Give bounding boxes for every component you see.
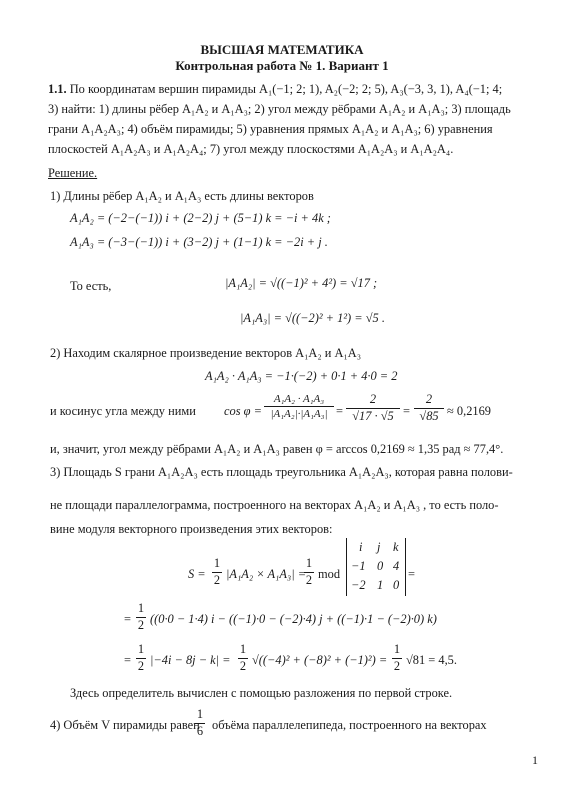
step3-line-2: не площади параллелограмма, построенного на векторах A₁A₂ и A₁A₃ , то есть поло- xyxy=(50,498,499,512)
step2-cos-fraction-2: 2 √17 · √5 xyxy=(346,393,400,423)
problem-statement-line-2: 3) найти: 1) длины рёбер A₁A₂ и A₁A₃; 2) угол между рёбрами A₁A₂ и A₁A₃; 3) площадь xyxy=(48,102,511,116)
step1-length-a1a2: |A₁A₂| = √((−1)² + 4²) = √17 ; xyxy=(225,276,378,290)
step3-half-fraction-4: 1 2 xyxy=(137,642,145,673)
document-title: ВЫСШАЯ МАТЕМАТИКА xyxy=(200,42,364,57)
step1-text: 1) Длины рёбер A₁A₂ и A₁A₃ есть длины векторов xyxy=(50,189,314,203)
solution-heading: Решение. xyxy=(48,166,98,180)
document-subtitle: Контрольная работа № 1. Вариант 1 xyxy=(175,58,389,73)
document-page: ВЫСШАЯ МАТЕМАТИКА Контрольная работа № 1. Вариант 1 1.1. По координатам вершин пирамиды A₁(−1; 2; 1), A₂(−2; 2; 5), A₃(−3, 3, 1), A₄(−1; 4; 3) найти: 1) длины рёбер A₁A₂ и A₁A₃; 2) угол между рёбрами A₁A₂ и A₁A₃; 3) площадь грани A₁A₂A₃; 4) объём пирамиды; 5) уравнения прямых A₁A₂ и A₁A₃; 6) уравнения плоскостей A₁A₂A₃ и A₁A₂A₄; 7) угол между плоскостями A₁A₂A₃ и A₁A₂A₄. Решение. 1) Длины рёбер A₁A₂ и A₁A₃ есть длины векторов A₁A₂ = (−2−(−1)) i + (2−2) j + (5−1) k = −i + 4k ; A₁A₃ = (−3−(−1)) i + (3−2) j + (1−1) k = −2i + j . То есть, |A₁A₂| = √((−1)² + 4²) = √17 ; |A₁A₃| = √((−2)² + 1²) = √5 . 2) Находим скалярное произведение векторов A₁A₂ и A₁A₃ A₁A₂ · A₁A₃ = −1·(−2) + 0·1 + 4·0 = 2 и косинус угла между ними cos φ = A₁A₂ · A₁A₃ |A₁A₂|·|A₁A₃| = 2 √17 · √5 = 2 √85 ≈ 0,2169 и, значит, угол между рёбрами A₁A₂ и A₁A₃ равен φ = arccos 0,2169 ≈ 1,35 рад ≈ 77,4°. 3) Площадь S грани A₁A₂A₃ есть площадь треугольника A₁A₂A₃, которая равна полови- не площади параллелограмма, построенного на векторах A₁A₂ и A₁A₃ , то есть поло- вине модуля векторного произведения этих векторов: S = 1 2 |A₁A₂ × A₁A₃| = 1 2 mod i j k −1 0 4 −2 1 0 = = 1 2 ((0·0 − 1·4) i − ((−1)·0 − (−2)·4) j + ((−1)·1 − (−2)·0) k) = 1 2 |−4i − 8j − k| = 1 2 √((−4)² + (−8)² + (−1)²) = 1 2 √81 = 4,5. Здесь определитель вычислен с помощью разложения по первой строке. 4) Объём V пирамиды равен 1 6 объёма параллелепипеда, построенного на векторах 1 xyxy=(0,0,564,800)
step2-cos-fraction-3: 2 √85 xyxy=(414,393,444,423)
step2-cos-value: ≈ 0,2169 xyxy=(447,404,491,418)
step2-cos-lhs: cos φ = xyxy=(224,404,262,418)
step4-fraction: 1 6 xyxy=(196,707,204,738)
problem-statement-line-1 xyxy=(48,82,502,96)
step2-cos-text: и косинус угла между ними xyxy=(50,404,196,418)
problem-statement-line-4: плоскостей A₁A₂A₃ и A₁A₂A₄; 7) угол между плоскостями A₁A₂A₃ и A₁A₂A₄. xyxy=(48,142,454,156)
step1-length-a1a3: |A₁A₃| = √((−2)² + 1²) = √5 . xyxy=(240,311,385,325)
step1-vector-a1a3: A₁A₃ = (−3−(−1)) i + (3−2) j + (1−1) k = −2i + j . xyxy=(70,235,328,249)
step3-note: Здесь определитель вычислен с помощью разложения по первой строке. xyxy=(70,686,453,700)
step3-cross-product: |A₁A₂ × A₁A₃| = xyxy=(226,567,307,581)
step3-expansion: ((0·0 − 1·4) i − ((−1)·0 − (−2)·4) j + ((−1)·1 − (−2)·0) k) xyxy=(150,612,437,626)
page-number: 1 xyxy=(532,753,538,767)
problem-text-1: По координатам вершин пирамиды A₁(−1; 2; 1), A₂(−2; 2; 5), A₃(−3, 3, 1), A₄(−1; 4; xyxy=(69,82,503,96)
step3-S-lhs: S = xyxy=(188,567,206,581)
step3-half-fraction-6: 1 2 xyxy=(393,642,401,673)
step2-angle: и, значит, угол между рёбрами A₁A₂ и A₁A₃ равен φ = arccos 0,2169 ≈ 1,35 рад ≈ 77,4°. xyxy=(50,442,504,456)
step4-text-1: 4) Объём V пирамиды равен xyxy=(50,718,200,732)
step3-half-fraction-2: 1 2 xyxy=(305,556,313,587)
problem-number: 1.1. xyxy=(48,82,67,96)
step3-result: √81 = 4,5. xyxy=(406,653,457,667)
step2-text: 2) Находим скалярное произведение векторов A₁A₂ и A₁A₃ xyxy=(50,346,362,360)
step3-sqrt-sum: √((−4)² + (−8)² + (−1)²) = xyxy=(252,653,388,667)
step3-half-fraction-5: 1 2 xyxy=(239,642,247,673)
step3-mod: mod xyxy=(318,567,341,581)
step2-cos-fraction-1: A₁A₂ · A₁A₃ |A₁A₂|·|A₁A₃| xyxy=(264,393,334,420)
step1-that-is: То есть, xyxy=(70,279,112,293)
step3-line-1: 3) Площадь S грани A₁A₂A₃ есть площадь треугольника A₁A₂A₃, которая равна полови- xyxy=(50,465,513,479)
step2-dot-product: A₁A₂ · A₁A₃ = −1·(−2) + 0·1 + 4·0 = 2 xyxy=(205,369,398,383)
step3-determinant: i j k −1 0 4 −2 1 0 xyxy=(346,538,406,596)
step1-vector-a1a2: A₁A₂ = (−2−(−1)) i + (2−2) j + (5−1) k = −i + 4k ; xyxy=(70,211,331,225)
problem-statement-line-3: грани A₁A₂A₃; 4) объём пирамиды; 5) уравнения прямых A₁A₂ и A₁A₃; 6) уравнения xyxy=(48,122,493,136)
step4-text-2: объёма параллелепипеда, построенного на векторах xyxy=(212,718,487,732)
step3-line-3: вине модуля векторного произведения этих векторов: xyxy=(50,522,333,536)
step3-half-fraction: 1 2 xyxy=(213,556,221,587)
step3-half-fraction-3: 1 2 xyxy=(137,601,145,632)
step3-modulus: |−4i − 8j − k| = xyxy=(150,653,231,667)
